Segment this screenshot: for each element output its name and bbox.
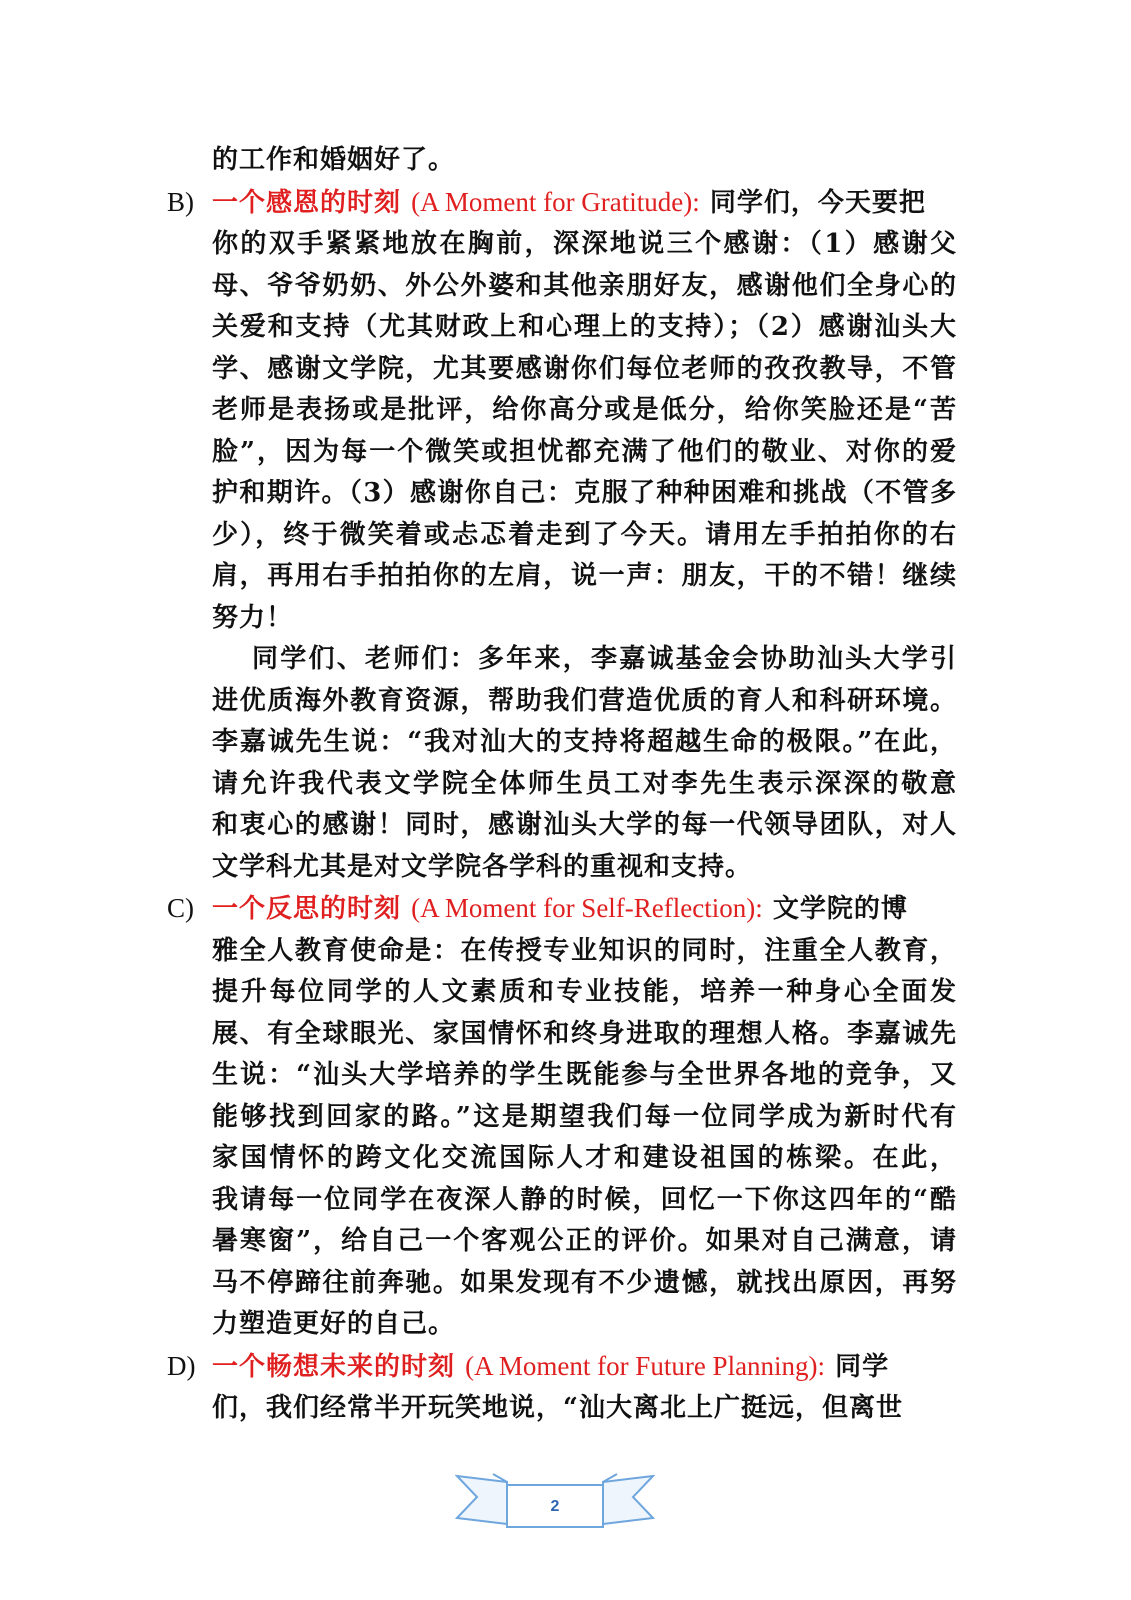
section-c-heading bbox=[167, 888, 957, 931]
section-b-first-text: 同学们，今天要把 bbox=[709, 187, 926, 218]
text-line: 力塑造更好的自己。 bbox=[212, 1309, 456, 1339]
section-b-heading bbox=[167, 182, 957, 225]
text-line: 家国情怀的跨文化交流国际人才和建设祖国的栋梁。在此， bbox=[212, 1143, 957, 1173]
text-line: 你的双手紧紧地放在胸前，深深地说三个感谢：（1）感谢父 bbox=[212, 229, 957, 259]
text-line: 们，我们经常半开玩笑地说，“汕大离北上广挺远，但离世 bbox=[212, 1393, 903, 1423]
text-line: 我请每一位同学在夜深人静的时候，回忆一下你这四年的“酷 bbox=[212, 1184, 957, 1215]
section-d-title: 一个畅想未来的时刻 bbox=[212, 1351, 456, 1382]
text-line: 和衷心的感谢！同时，感谢汕头大学的每一代领导团队，对人 bbox=[212, 810, 957, 840]
text-line: 能够找到回家的路。”这是期望我们每一位同学成为新时代有 bbox=[212, 1101, 957, 1132]
section-c-english-title: (A Moment for Self-Reflection): bbox=[411, 893, 763, 923]
page-content bbox=[167, 140, 957, 1430]
section-c-first-text: 文学院的博 bbox=[772, 894, 908, 924]
text-line: 李嘉诚先生说：“我对汕大的支持将超越生命的极限。”在此， bbox=[212, 727, 957, 757]
section-c-title: 一个反思的时刻 bbox=[212, 894, 402, 924]
section-d-label: D) bbox=[167, 1350, 196, 1381]
text-line: 请允许我代表文学院全体师生员工对李先生表示深深的敬意 bbox=[212, 768, 957, 799]
text-line: 生说：“汕头大学培养的学生既能参与全世界各地的竞争，又 bbox=[212, 1060, 957, 1090]
text-line: 母、爷爷奶奶、外公外婆和其他亲朋好友，感谢他们全身心的 bbox=[212, 270, 957, 301]
text-line: 肩，再用右手拍拍你的左肩，说一声：朋友，干的不错！继续 bbox=[212, 561, 957, 591]
section-d-heading bbox=[167, 1346, 957, 1389]
text-line: 雅全人教育使命是：在传授专业知识的同时，注重全人教育， bbox=[212, 935, 957, 966]
text-line: 展、有全球眼光、家国情怀和终身进取的理想人格。李嘉诚先 bbox=[212, 1018, 957, 1049]
text-line: 提升每位同学的人文素质和专业技能，培养一种身心全面发 bbox=[212, 977, 957, 1007]
text-line: 关爱和支持（尤其财政上和心理上的支持）；（2）感谢汕头大 bbox=[212, 312, 957, 342]
text-line: 老师是表扬或是批评，给你高分或是低分，给你笑脸还是“苦 bbox=[212, 395, 957, 425]
text-line: 学、感谢文学院，尤其要感谢你们每位老师的孜孜教导，不管 bbox=[212, 353, 957, 384]
text-line: 护和期许。（3）感谢你自己：克服了种种困难和挑战（不管多 bbox=[212, 478, 957, 508]
section-b-label: B) bbox=[167, 186, 194, 217]
text-line: 努力！ bbox=[212, 602, 294, 633]
section-b-title: 一个感恩的时刻 bbox=[212, 187, 402, 218]
text-line: 少），终于微笑着或忐忑着走到了今天。请用左手拍拍你的右 bbox=[212, 519, 957, 550]
text-line: 进优质海外教育资源，帮助我们营造优质的育人和科研环境。 bbox=[212, 685, 957, 716]
paragraph-first-line: 同学们、老师们：多年来，李嘉诚基金会协助汕头大学引 bbox=[252, 644, 957, 674]
section-b-english-title: (A Moment for Gratitude): bbox=[411, 186, 700, 217]
section-c-label: C) bbox=[167, 893, 194, 923]
section-d-english-title: (A Moment for Future Planning): bbox=[465, 1350, 826, 1381]
section-d-first-text: 同学 bbox=[835, 1351, 890, 1382]
text-line: 暑寒窗”，给自己一个客观公正的评价。如果对自己满意，请 bbox=[212, 1226, 957, 1256]
text-line: 脸”，因为每一个微笑或担忧都充满了他们的敬业、对你的爱 bbox=[212, 436, 957, 467]
text-line: 马不停蹄往前奔驰。如果发现有不少遗憾，就找出原因，再努 bbox=[212, 1267, 957, 1298]
page-number: 2 bbox=[550, 1498, 560, 1515]
text-line: 的工作和婚姻好了。 bbox=[212, 145, 456, 175]
text-line: 文学科尤其是对文学院各学科的重视和支持。 bbox=[212, 851, 753, 882]
